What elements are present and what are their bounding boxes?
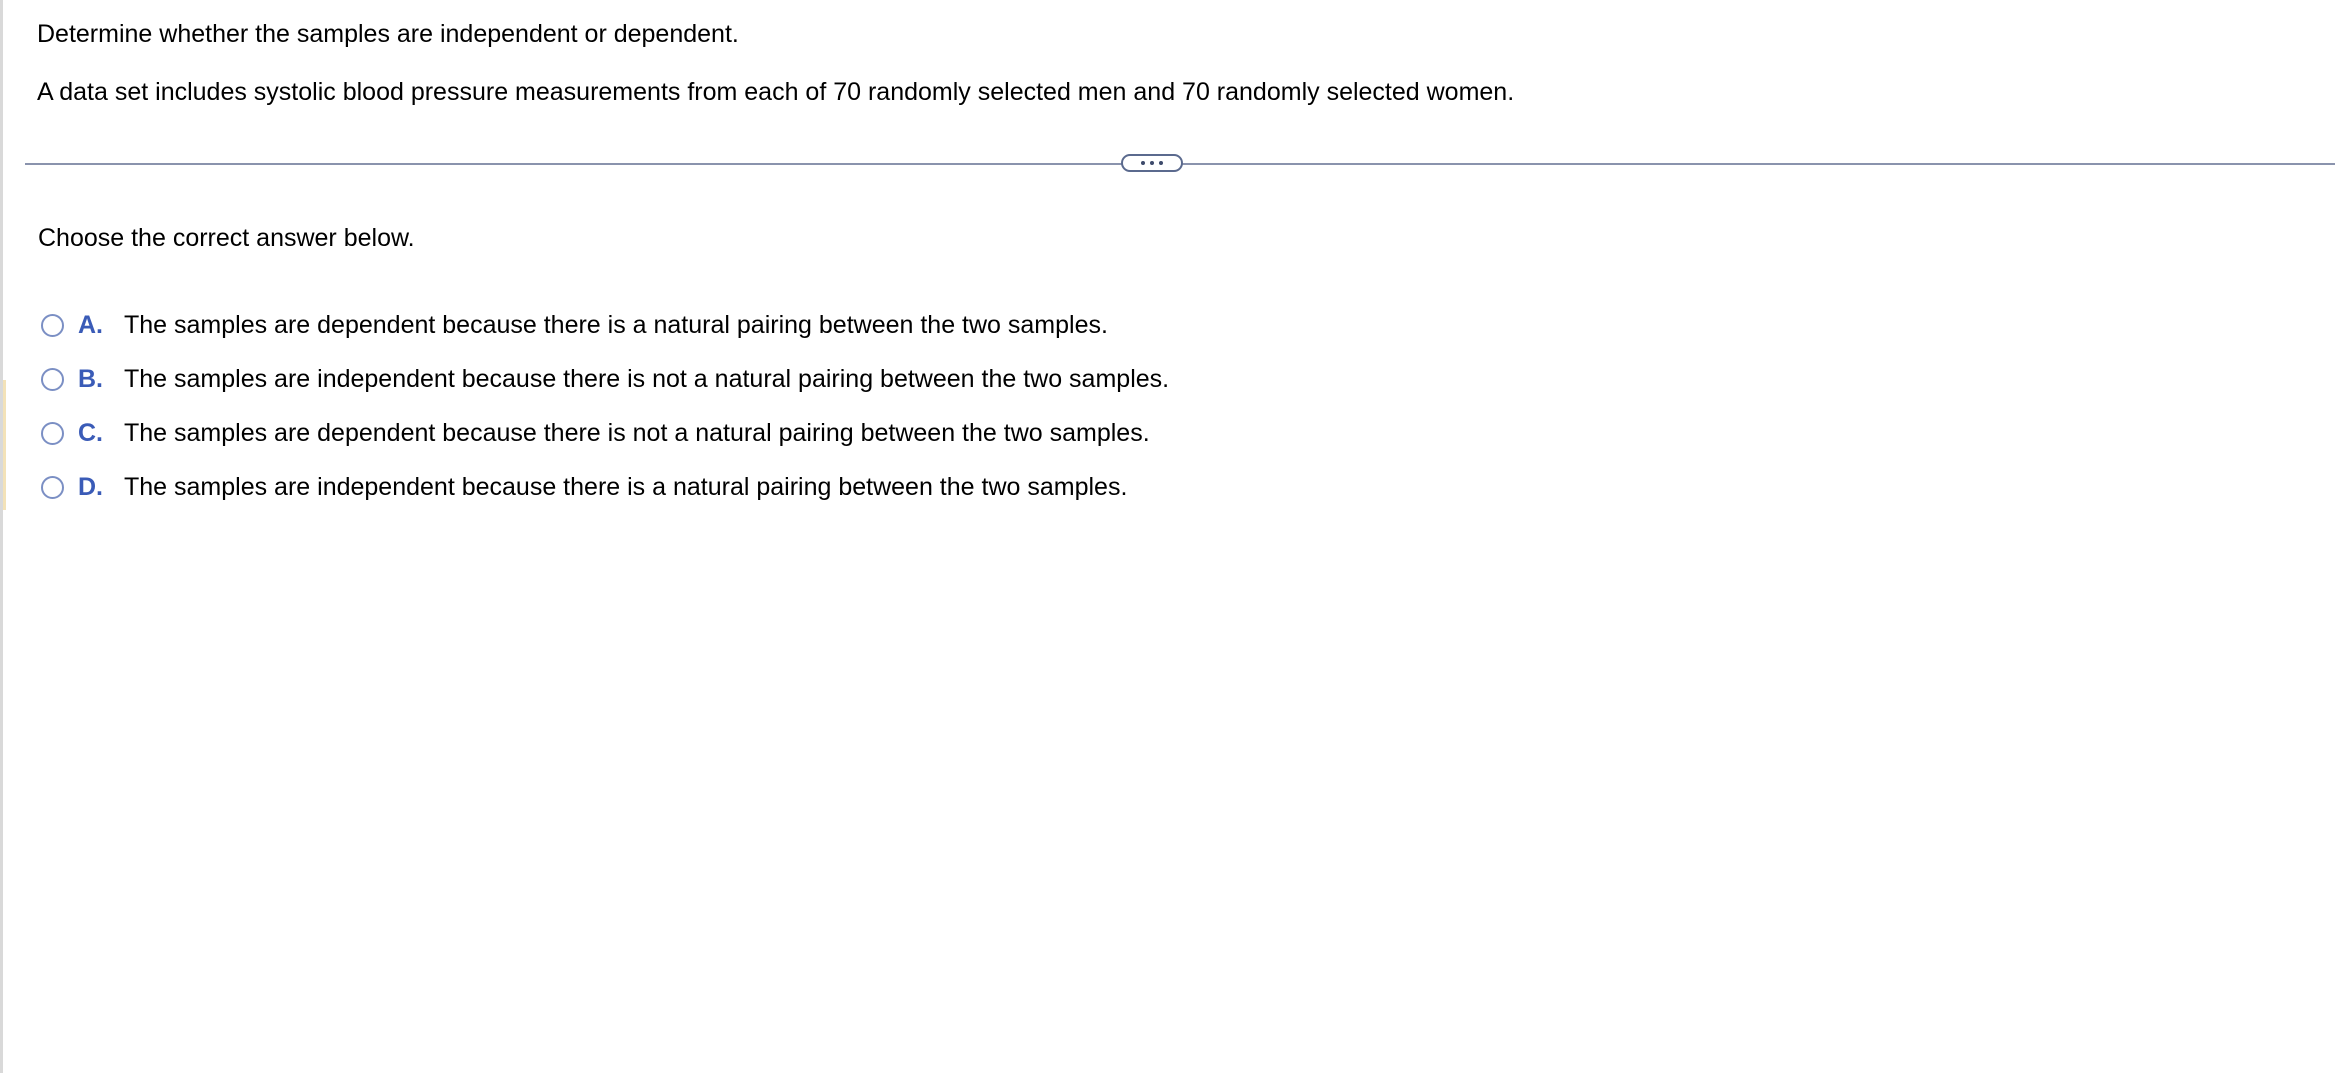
question-block <box>37 18 1514 108</box>
ellipsis-dot-icon <box>1159 161 1163 165</box>
option-text: The samples are dependent because there is not a natural pairing between the two samples. <box>124 418 1150 447</box>
radio-button-a[interactable] <box>41 314 64 337</box>
option-letter: B. <box>78 364 103 393</box>
option-c[interactable] <box>41 406 1169 460</box>
option-b[interactable] <box>41 352 1169 406</box>
ellipsis-dot-icon <box>1150 161 1154 165</box>
ellipsis-dot-icon <box>1141 161 1145 165</box>
answer-options <box>41 298 1169 514</box>
option-d[interactable] <box>41 460 1169 514</box>
question-instruction: Determine whether the samples are independent or dependent. <box>37 20 739 48</box>
option-text: The samples are independent because there is a natural pairing between the two samples. <box>124 472 1128 501</box>
left-accent-bar <box>3 380 6 510</box>
radio-button-b[interactable] <box>41 368 64 391</box>
radio-button-c[interactable] <box>41 422 64 445</box>
option-letter: C. <box>78 418 103 447</box>
radio-button-d[interactable] <box>41 476 64 499</box>
option-letter: D. <box>78 472 103 501</box>
option-letter: A. <box>78 310 103 339</box>
answer-prompt: Choose the correct answer below. <box>38 224 415 252</box>
question-scenario: A data set includes systolic blood pressure measurements from each of 70 randomly selected men and 70 randomly selected women. <box>37 78 1515 106</box>
option-text: The samples are independent because there is not a natural pairing between the two samples. <box>124 364 1170 393</box>
expand-ellipsis-button[interactable] <box>1121 154 1183 172</box>
option-a[interactable] <box>41 298 1169 352</box>
option-text: The samples are dependent because there is a natural pairing between the two samples. <box>124 310 1108 339</box>
